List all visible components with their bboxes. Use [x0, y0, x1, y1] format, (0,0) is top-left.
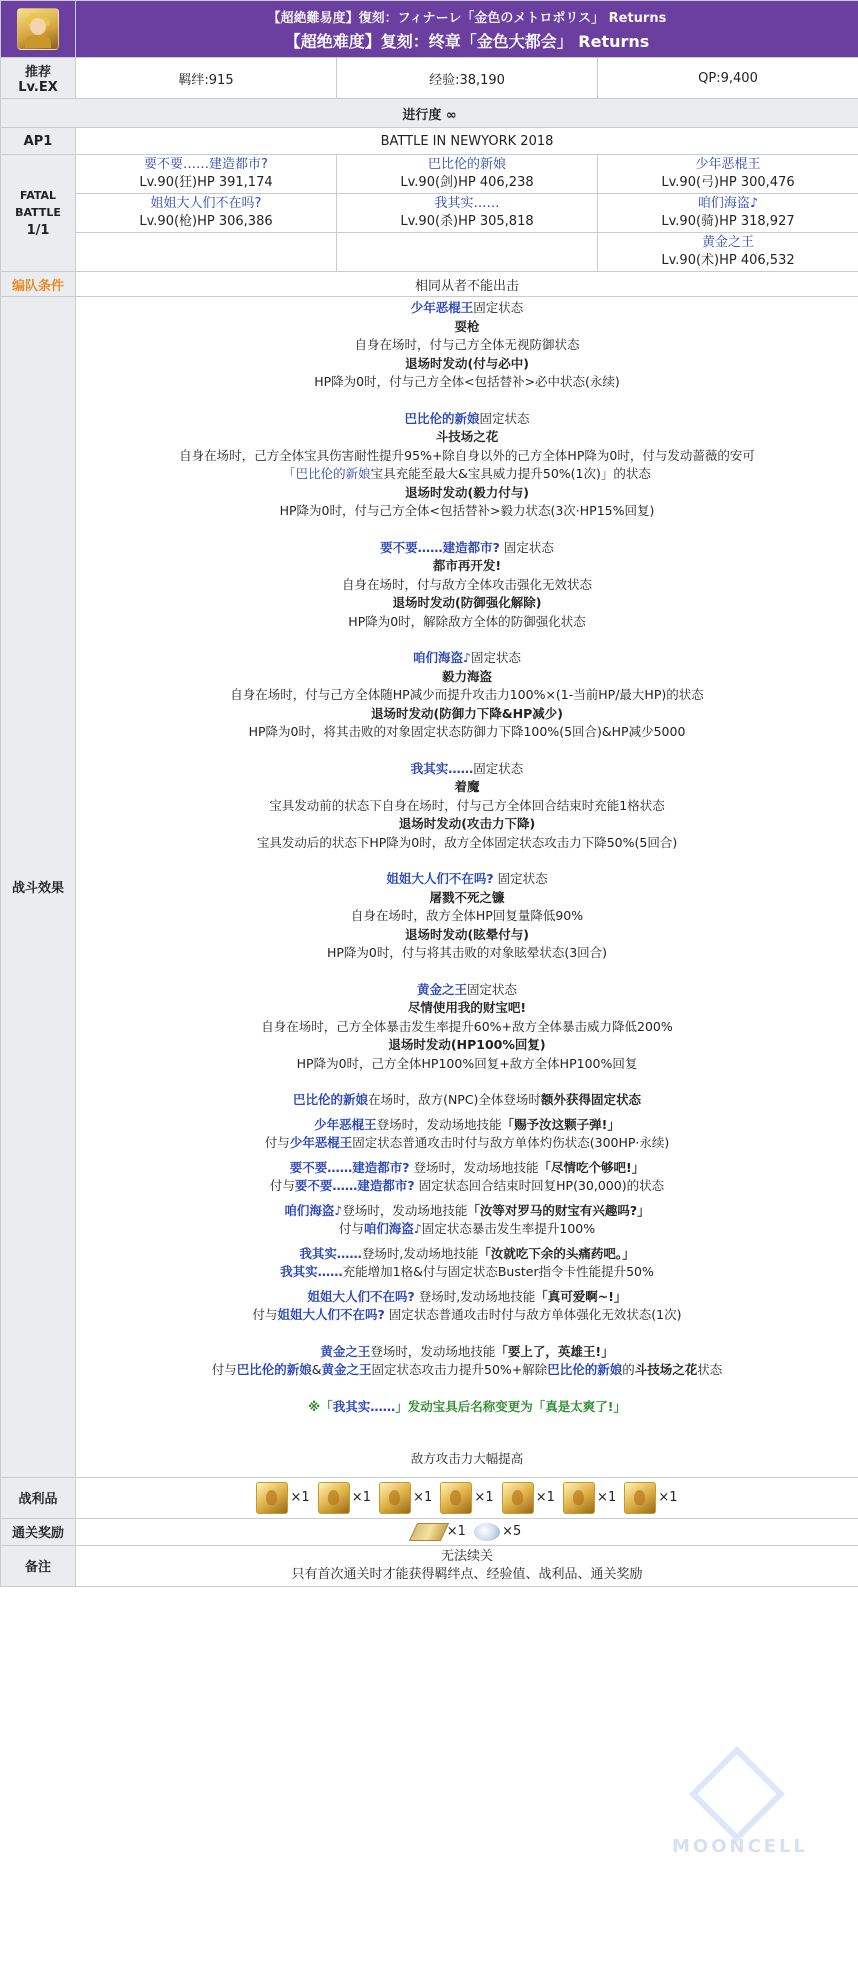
enemy-link[interactable]: 黄金之王: [702, 235, 755, 250]
enemy-row-3: [1, 233, 858, 272]
appear-row: [76, 1116, 858, 1135]
effect-block: [76, 649, 858, 742]
field-skill: 「尽情吃个够吧!」: [538, 1159, 645, 1175]
servant-link[interactable]: 我其实……: [280, 1264, 343, 1279]
appear-row-detail: [76, 1220, 858, 1239]
servant-link[interactable]: 黄金之王: [416, 981, 467, 997]
field-skill: 「汝就吃下余的头痛药吧。」: [478, 1245, 635, 1261]
enemy-link[interactable]: 我其实……: [434, 196, 500, 211]
appear-text: 付与: [269, 1178, 295, 1193]
effect-skill-name: 都市再开发!: [432, 558, 502, 573]
servant-link[interactable]: 咱们海盗♪: [413, 650, 471, 665]
servant-link[interactable]: 巴比伦的新娘: [295, 466, 371, 481]
enemy-link[interactable]: 巴比伦的新娘: [427, 157, 506, 172]
note-text: 」: [613, 1398, 626, 1414]
fatal-label-1: FATAL: [19, 188, 57, 202]
effect-suffix: 固定状态: [473, 760, 524, 776]
effect-skill-name: 屠戮不死之镰: [429, 889, 505, 905]
drop-item[interactable]: [624, 1482, 677, 1514]
appear-row: [76, 1288, 858, 1307]
reward-item[interactable]: [413, 1523, 466, 1541]
appear-text: 固定状态回合结束时回复HP(30,000)的状态: [414, 1178, 665, 1193]
appear-gold-detail: [76, 1361, 858, 1380]
servant-link[interactable]: 巴比伦的新娘: [293, 1092, 369, 1107]
effect-line: HP降为0时，己方全体HP100%回复+敌方全体HP100%回复: [296, 1055, 638, 1071]
servant-link[interactable]: 少年恶棍王: [289, 1135, 353, 1150]
appear-intro: [76, 1091, 858, 1110]
clear-reward-row: [1, 1518, 858, 1545]
remarks-label: 备注: [1, 1545, 76, 1586]
effect-line: HP降为0时，付与将其击败的对象眩晕状态(3回合): [326, 945, 608, 960]
appear-text: 登场时,发动场地技能: [414, 1288, 536, 1304]
gold-material-icon: [563, 1482, 595, 1514]
battle-effect-content: [76, 297, 858, 1478]
enemy-link[interactable]: 咱们海盗♪: [697, 196, 759, 211]
quest-header-row: [1, 1, 858, 58]
formation-label: 编队条件: [1, 272, 76, 297]
watermark: [672, 1760, 809, 1857]
servant-link[interactable]: 我其实……: [332, 1398, 396, 1414]
quest-title: [76, 1, 858, 58]
enemy-row-2: [1, 194, 858, 233]
battle-name: BATTLE IN NEWYORK 2018: [76, 128, 858, 155]
effect-retreat: 退场时发动(付与必中): [405, 355, 529, 371]
progress-row: [1, 99, 858, 128]
gold-material-icon: [379, 1482, 411, 1514]
battle-effect-row: [1, 297, 858, 1478]
note-bold: 真是太爽了!: [545, 1398, 614, 1414]
effect-line: HP降为0时，解除敌方全体的防御强化状态: [348, 613, 586, 629]
appear-text: 登场时，发动场地技能: [342, 1202, 468, 1218]
effect-retreat: 退场时发动(攻击力下降): [398, 816, 536, 831]
effect-retreat: 退场时发动(毅力付与): [405, 484, 529, 500]
field-skill: 「汝等对罗马的财宝有兴趣吗?」: [467, 1202, 650, 1218]
enemy-cell-empty: [76, 233, 337, 272]
remarks-line: 只有首次通关时才能获得羁绊点、经验值、战利品、通关奖励: [291, 1566, 643, 1582]
drop-count: ×1: [658, 1490, 678, 1505]
appear-bold: 额外获得固定状态: [540, 1092, 641, 1107]
effect-suffix: 固定状态: [493, 871, 548, 886]
appear-text: 登场时，发动场地技能: [409, 1159, 539, 1175]
appear-text: &: [311, 1362, 322, 1377]
servant-link[interactable]: 咱们海盗♪: [363, 1221, 422, 1236]
drops-row: [1, 1477, 858, 1518]
servant-link[interactable]: 姐姐大人们不在吗?: [307, 1288, 415, 1304]
effect-line: HP降为0时，付与己方全体<包括替补>毅力状态(3次·HP15%回复): [279, 503, 655, 518]
drop-item[interactable]: [502, 1482, 555, 1514]
effect-skill-name: 着魔: [454, 779, 480, 794]
appear-text: 付与: [338, 1221, 364, 1236]
fatal-label-2: BATTLE: [15, 205, 61, 219]
reward-count: ×5: [502, 1524, 522, 1539]
enemy-stats: Lv.90(弓)HP 300,476: [661, 175, 795, 190]
appear-bold: 斗技场之花: [634, 1362, 698, 1377]
drops-list: [76, 1477, 858, 1518]
enemy-stats: Lv.90(骑)HP 318,927: [661, 214, 795, 229]
enemy-cell: [76, 155, 337, 194]
appear-text: 固定状态攻击力提升50%+解除: [371, 1362, 548, 1377]
servant-link[interactable]: 我其实……: [410, 760, 474, 776]
effect-line: 宝具发动后的状态下HP降为0时，敌方全体固定状态攻击力下降50%(5回合): [256, 834, 678, 850]
appear-text: 固定状态普通攻击时付与敌方单体强化无效状态(1次): [384, 1307, 682, 1322]
servant-avatar[interactable]: [17, 8, 59, 50]
fatal-battle-label: [1, 155, 76, 272]
servant-link[interactable]: 巴比伦的新娘: [547, 1362, 623, 1377]
drop-item[interactable]: [318, 1482, 371, 1514]
field-skill: 「赐予汝这颗子弹!」: [501, 1116, 620, 1132]
enemy-stats: Lv.90(狂)HP 391,174: [139, 175, 273, 190]
field-skill: 「真可爱啊~!」: [535, 1288, 627, 1304]
servant-link[interactable]: 姐姐大人们不在吗?: [277, 1307, 385, 1322]
enemy-cell: [598, 155, 858, 194]
servant-link[interactable]: 咱们海盗♪: [284, 1202, 343, 1218]
enemy-stats: Lv.90(术)HP 406,532: [661, 253, 795, 268]
watermark-diamond-icon: [689, 1746, 785, 1842]
quest-title-cn: 【超绝难度】复刻：终章「金色大都会」 Returns: [284, 31, 650, 51]
note-text: 」发动宝具后名称变更为「: [395, 1398, 546, 1414]
effect-retreat: 退场时发动(眩晕付与): [405, 926, 529, 942]
enemy-stats: Lv.90(杀)HP 305,818: [400, 214, 534, 229]
servant-link[interactable]: 姐姐大人们不在吗?: [386, 871, 494, 886]
reward-count: ×1: [446, 1524, 466, 1539]
ap-label: AP1: [1, 128, 76, 155]
drop-count: ×1: [351, 1490, 371, 1505]
effect-line: 自身在场时，付与己方全体随HP减少而提升攻击力100%×(1-当前HP/最大HP)的状态: [230, 687, 704, 702]
exp-value: 经验:38,190: [337, 58, 598, 99]
effect-retreat: 退场时发动(防御力下降&HP减少): [371, 705, 563, 721]
effect-line: 自身在场时，付与己方全体无视防御状态: [354, 337, 580, 352]
effect-suffix: 固定状态: [499, 539, 554, 555]
drop-count: ×1: [290, 1490, 310, 1505]
servant-link[interactable]: 少年恶棍王: [410, 300, 474, 315]
enemy-cell: [337, 155, 598, 194]
drop-count: ×1: [413, 1490, 433, 1505]
enemy-row-1: [1, 155, 858, 194]
qp-value: QP:9,400: [598, 58, 858, 99]
appear-text: 充能增加1格&付与固定状态Buster指令卡性能提升50%: [342, 1264, 654, 1279]
drop-item[interactable]: [440, 1482, 493, 1514]
appear-text: 登场时，发动场地技能: [376, 1116, 502, 1132]
reward-item[interactable]: [474, 1523, 521, 1541]
effect-skill-name: 斗技场之花: [435, 429, 499, 444]
enemy-cell: [337, 194, 598, 233]
servant-link[interactable]: 要不要……建造都市?: [380, 539, 500, 555]
clear-reward-label: 通关奖励: [1, 1518, 76, 1545]
effect-line: 宝具发动前的状态下自身在场时，付与己方全体回合结束时充能1格状态: [269, 797, 665, 813]
appear-row: [76, 1159, 858, 1178]
gold-material-icon: [318, 1482, 350, 1514]
enemy-cell: [76, 194, 337, 233]
enemy-link[interactable]: 要不要……建造都市?: [144, 157, 268, 172]
watermark-text: MOONCELL: [672, 1836, 809, 1857]
effect-line: 自身在场时，敌方全体HP回复量降低90%: [350, 908, 584, 923]
appear-text: 的: [622, 1362, 635, 1377]
effect-text: 「: [283, 466, 296, 481]
effect-line: 自身在场时，付与敌方全体攻击强化无效状态: [342, 576, 593, 592]
effect-skill-name: 耍枪: [454, 318, 480, 334]
effect-skill-name: 尽情使用我的财宝吧!: [407, 1000, 527, 1015]
enemy-cell: [598, 194, 858, 233]
drop-count: ×1: [535, 1490, 555, 1505]
drops-label: 战利品: [1, 1477, 76, 1518]
servant-link[interactable]: 要不要……建造都市?: [289, 1159, 410, 1175]
gold-material-icon: [502, 1482, 534, 1514]
gold-material-icon: [624, 1482, 656, 1514]
drop-count: ×1: [597, 1490, 617, 1505]
ap-row: [1, 128, 858, 155]
battle-effect-label: 战斗效果: [1, 297, 76, 1478]
appear-text: 登场时，发动场地技能: [370, 1343, 496, 1359]
enemy-atk-up-note: 敌方攻击力大幅提高: [410, 1451, 524, 1466]
servant-link[interactable]: 要不要……建造都市?: [294, 1178, 415, 1193]
quest-title-jp: 【超絶難易度】復刻：フィナーレ「金色のメトロポリス」 Returns: [267, 10, 667, 26]
servant-link[interactable]: 巴比伦的新娘: [404, 410, 480, 426]
saint-quartz-fragment-icon: [474, 1523, 500, 1541]
recommend-row: [1, 58, 858, 99]
appear-row-detail: [76, 1263, 858, 1282]
appear-text: 付与: [211, 1362, 237, 1377]
effect-line: HP降为0时，将其击败的对象固定状态防御力下降100%(5回合)&HP减少5000: [248, 724, 686, 739]
field-skill: 「要上了，英雄王!」: [495, 1343, 614, 1359]
enemy-link[interactable]: 少年恶棍王: [695, 157, 761, 172]
effect-line: 自身在场时，己方全体宝具伤害耐性提升95%+除自身以外的己方全体HP降为0时，付与发动蔷薇的安可: [179, 447, 755, 463]
bond-value: 羁绊:915: [76, 58, 337, 99]
drop-item[interactable]: [379, 1482, 432, 1514]
appear-row: [76, 1202, 858, 1221]
clear-reward-list: [76, 1518, 858, 1545]
effect-block: [76, 870, 858, 963]
drop-item[interactable]: [256, 1482, 309, 1514]
effect-block: [76, 760, 858, 853]
effect-block: [76, 981, 858, 1074]
appear-text: 付与: [252, 1307, 278, 1322]
enemy-stats: Lv.90(枪)HP 306,386: [139, 214, 273, 229]
appear-row-detail: [76, 1177, 858, 1196]
effect-skill-name: 毅力海盗: [442, 668, 493, 684]
effect-block: [76, 299, 858, 392]
np-name-note: [76, 1398, 858, 1417]
appear-text: 固定状态暴击发生率提升100%: [421, 1221, 596, 1236]
enemy-stats: Lv.90(剑)HP 406,238: [400, 175, 534, 190]
effect-retreat: 退场时发动(防御强化解除): [392, 595, 542, 610]
effect-suffix: 固定状态: [479, 410, 530, 426]
effect-line: 自身在场时，己方全体暴击发生率提升60%+敌方全体暴击威力降低200%: [261, 1018, 673, 1034]
enemy-cell: [598, 233, 858, 272]
appear-text: 登场时,发动场地技能: [361, 1245, 479, 1261]
appear-row: [76, 1245, 858, 1264]
gold-material-icon: [256, 1482, 288, 1514]
appear-row-detail: [76, 1134, 858, 1153]
appear-text: 固定状态普通攻击时付与敌方单体灼伤状态(300HP·永续): [352, 1135, 670, 1150]
appear-text: 付与: [264, 1135, 290, 1150]
drop-count: ×1: [474, 1490, 494, 1505]
appear-gold-row: [76, 1343, 858, 1362]
ticket-icon: [409, 1523, 449, 1541]
effect-block: [76, 539, 858, 632]
formation-row: [1, 272, 858, 297]
formation-value: 相同从者不能出击: [76, 272, 858, 297]
enemy-link[interactable]: 姐姐大人们不在吗?: [150, 196, 262, 211]
effect-suffix: 固定状态: [473, 300, 524, 315]
servant-link[interactable]: 我其实……: [299, 1245, 362, 1261]
effect-suffix: 固定状态: [470, 650, 521, 665]
appear-text: 在场时，敌方(NPC)全体登场时: [368, 1092, 541, 1107]
remarks-row: [1, 1545, 858, 1586]
effect-suffix: 固定状态: [467, 981, 518, 997]
note-text: ※「: [308, 1398, 333, 1414]
recommend-label-line1: 推荐: [24, 65, 51, 80]
effect-retreat: 退场时发动(HP100%回复): [388, 1037, 546, 1052]
gold-material-icon: [440, 1482, 472, 1514]
progress-label: 进行度 ∞: [1, 99, 858, 128]
drop-item[interactable]: [563, 1482, 616, 1514]
enemy-cell-empty: [337, 233, 598, 272]
appear-row-detail: [76, 1306, 858, 1325]
remarks-line: 无法续关: [441, 1548, 494, 1564]
appear-text: 状态: [697, 1362, 723, 1377]
effect-line: HP降为0时，付与己方全体<包括替补>必中状态(永续): [314, 374, 620, 389]
servant-link[interactable]: 少年恶棍王: [314, 1116, 377, 1132]
fatal-label-3: 1/1: [26, 222, 50, 238]
recommend-label-line2: Lv.EX: [18, 80, 58, 95]
effect-text: 宝具充能至最大&宝具威力提升50%(1次)」的状态: [370, 466, 651, 481]
quest-icon-cell: [1, 1, 76, 58]
servant-link[interactable]: 黄金之王: [320, 1343, 371, 1359]
servant-link[interactable]: 巴比伦的新娘: [236, 1362, 312, 1377]
recommend-label: [1, 58, 76, 99]
servant-link[interactable]: 黄金之王: [321, 1362, 372, 1377]
remarks-content: [76, 1545, 858, 1586]
effect-block: [76, 410, 858, 521]
